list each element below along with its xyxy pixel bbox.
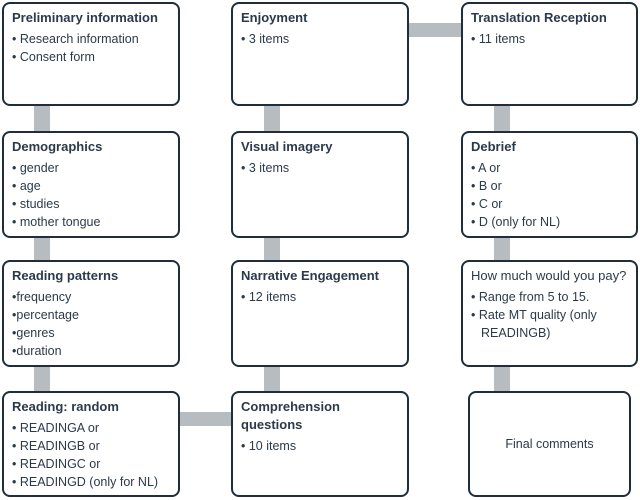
box-title: How much would you pay?: [471, 268, 627, 283]
list-item: • 11 items: [471, 32, 526, 46]
list-item: • age: [12, 179, 41, 193]
box-title: Visual imagery: [241, 139, 333, 154]
box-comprehension-questions: [231, 391, 409, 497]
list-item: • Rate MT quality (only: [471, 308, 597, 322]
list-item: • READINGB or: [12, 439, 100, 453]
box-demographics: [2, 131, 180, 238]
box-items: [241, 159, 399, 177]
connector-translation-debrief: [494, 104, 510, 132]
list-item: • C or: [471, 197, 503, 211]
box-items: [241, 30, 399, 48]
list-item: • 10 items: [241, 439, 297, 453]
connector-visual-imagery-enjoyment: [264, 104, 280, 132]
box-title: Preliminary information: [12, 10, 158, 25]
connector-reading-random-comprehension: [178, 412, 232, 426]
box-title: Reading: random: [12, 399, 119, 414]
box-reading-random: [2, 391, 180, 497]
box-title: Narrative Engagement: [241, 268, 379, 283]
box-final-comments: [468, 391, 631, 497]
box-preliminary-information: [2, 2, 180, 106]
connector-narrative-visual-imagery: [264, 237, 280, 261]
box-items: [241, 437, 399, 455]
box-debrief: [461, 131, 638, 238]
connector-enjoyment-translation: [406, 23, 462, 37]
box-items: [471, 30, 628, 48]
list-item: • 12 items: [241, 290, 297, 304]
box-items: [12, 159, 170, 231]
list-item: READINGB): [481, 326, 551, 340]
list-item: •frequency: [12, 290, 72, 304]
box-items: [12, 288, 170, 360]
box-reading-patterns: [2, 260, 180, 367]
box-payment-question: [461, 260, 638, 367]
list-item: • READINGA or: [12, 421, 100, 435]
box-translation-reception: [461, 2, 638, 106]
list-item: • studies: [12, 197, 60, 211]
box-items: [12, 419, 170, 491]
box-enjoyment: [231, 2, 409, 106]
connector-payment-final: [494, 366, 510, 392]
list-item: • READINGD (only for NL): [12, 475, 159, 489]
list-item: • mother tongue: [12, 215, 101, 229]
box-title: Debrief: [471, 139, 516, 154]
box-title: Enjoyment: [241, 10, 308, 25]
box-items: [471, 159, 628, 231]
list-item: • READINGC or: [12, 457, 101, 471]
list-item: • Consent form: [12, 50, 95, 64]
list-item: • A or: [471, 161, 501, 175]
list-item: •genres: [12, 326, 55, 340]
list-item: • B or: [471, 179, 502, 193]
list-item: •percentage: [12, 308, 79, 322]
box-title: Translation Reception: [471, 10, 607, 25]
box-items: [471, 288, 628, 342]
box-items: [241, 288, 399, 306]
box-title: Final comments: [505, 437, 594, 451]
list-item: • Research information: [12, 32, 139, 46]
connector-comprehension-narrative: [264, 366, 280, 392]
box-items: [12, 30, 170, 66]
box-visual-imagery: [231, 131, 409, 238]
connector-demographics-reading-patterns: [34, 237, 50, 261]
box-title: Reading patterns: [12, 268, 119, 283]
list-item: • 3 items: [241, 32, 290, 46]
list-item: • 3 items: [241, 161, 290, 175]
connector-debrief-payment: [494, 237, 510, 261]
list-item: • Range from 5 to 15.: [471, 290, 590, 304]
box-title: Comprehension questions: [241, 399, 340, 432]
connector-preliminary-demographics: [34, 104, 50, 132]
list-item: • D (only for NL): [471, 215, 561, 229]
list-item: •duration: [12, 344, 62, 358]
box-narrative-engagement: [231, 260, 409, 367]
connector-reading-patterns-reading-random: [34, 366, 50, 392]
box-title: Demographics: [12, 139, 103, 154]
list-item: • gender: [12, 161, 59, 175]
